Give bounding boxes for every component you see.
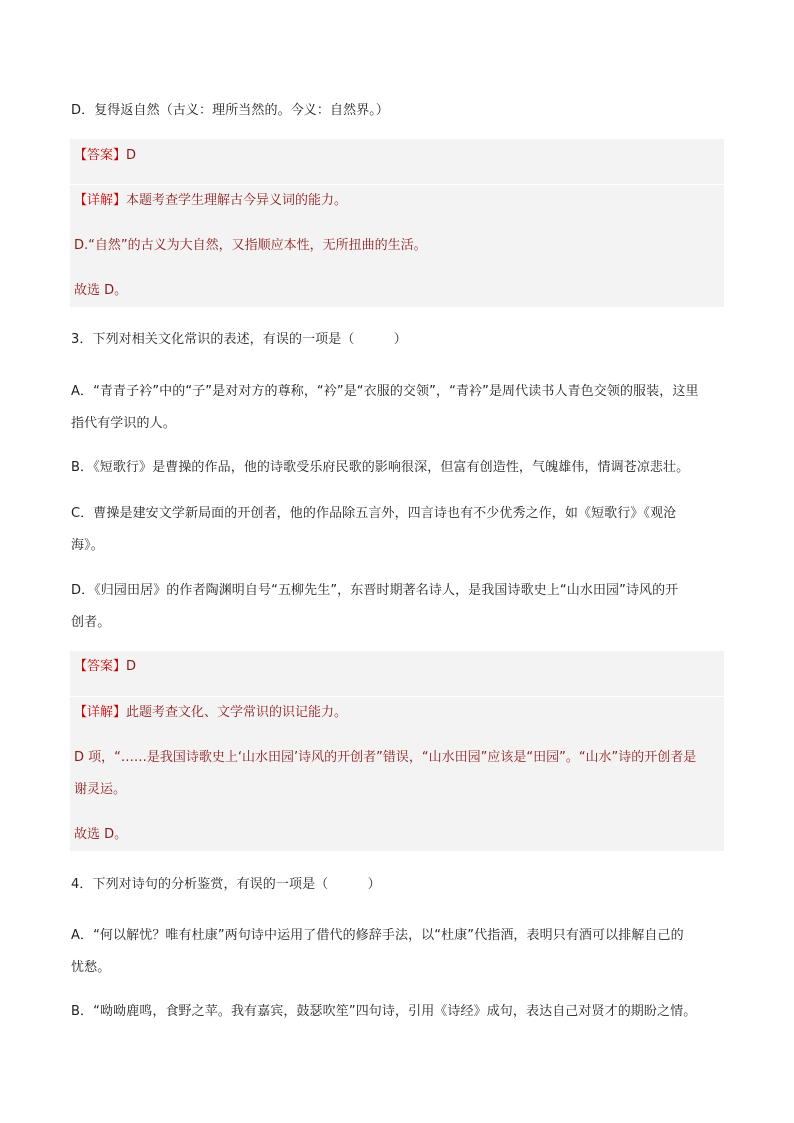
q4-stem: 4．下列对诗句的分析鉴赏，有误的一项是（ ） xyxy=(71,877,381,892)
q3-answer-box xyxy=(70,651,724,851)
q3-explanation-line1: D 项，“……是我国诗歌史上‘山水田园’诗风的开创者”错误，“山水田园”应该是“田园”。“山水”诗的开创者是 xyxy=(74,750,697,765)
q4-option-b: B．“呦呦鹿鸣，食野之苹。我有嘉宾，鼓瑟吹笙”四句诗，引用《诗经》成句，表达自己对贤才的期盼之情。 xyxy=(71,1004,697,1019)
answer-tag: 【答案】 xyxy=(74,659,127,674)
detail-tag: 【详解】 xyxy=(74,705,127,720)
q4-option-a-line2: 忧愁。 xyxy=(71,960,111,975)
q2-answer-line xyxy=(74,140,720,172)
q3-option-b: B．《短歌行》是曹操的作品，他的诗歌受乐府民歌的影响很深，但富有创造性，气魄雄伟，情调苍凉悲壮。 xyxy=(71,460,690,475)
q3-stem: 3．下列对相关文化常识的表述，有误的一项是（ ） xyxy=(71,332,407,347)
q3-option-c-line2: 海》。 xyxy=(71,538,104,553)
q3-explanation xyxy=(74,742,720,806)
q3-option-d xyxy=(71,575,725,639)
q3-option-a xyxy=(71,376,725,440)
detail-text: 本题考查学生理解古今异义词的能力。 xyxy=(126,193,348,208)
q4-option-a xyxy=(71,920,725,984)
q3-option-d-line2: 创者。 xyxy=(71,615,111,630)
q3-answer-line xyxy=(74,651,720,683)
q3-detail-line xyxy=(74,697,720,729)
q2-option-d: D．复得返自然（古义：理所当然的。今义：自然界。） xyxy=(71,103,390,118)
detail-tag: 【详解】 xyxy=(74,193,127,208)
q4-option-a-line1: A．“何以解忧？唯有杜康”两句诗中运用了借代的修辞手法，以“杜康”代指酒，表明只有酒可以排解自己的 xyxy=(71,928,684,943)
q2-answer-box xyxy=(70,139,724,307)
q3-option-c xyxy=(71,498,725,562)
q3-option-a-line1: A．“青青子衿”中的“子”是对对方的尊称，“衿”是“衣服的交领”，“青衿”是周代读书人青色交领的服装，这里 xyxy=(71,384,699,399)
answer-value: D xyxy=(126,659,137,674)
q3-explanation-line2: 谢灵运。 xyxy=(74,782,127,797)
answer-value: D xyxy=(126,148,137,163)
q3-option-c-line1: C．曹操是建安文学新局面的开创者，他的作品除五言外，四言诗也有不少优秀之作，如《短歌行》《观沧 xyxy=(71,506,677,521)
q2-explanation: D.“自然”的古义为大自然，又指顺应本性，无所扭曲的生活。 xyxy=(74,238,427,253)
q2-conclusion: 故选 D。 xyxy=(74,283,128,298)
q2-detail-line xyxy=(74,185,720,217)
answer-tag: 【答案】 xyxy=(74,148,127,163)
q3-option-d-line1: D．《归园田居》的作者陶渊明自号“五柳先生”，东晋时期著名诗人，是我国诗歌史上“山水田园”诗风的开 xyxy=(71,583,679,598)
q3-conclusion: 故选 D。 xyxy=(74,827,128,842)
q3-option-a-line2: 指代有学识的人。 xyxy=(71,416,176,431)
detail-text: 此题考查文化、文学常识的识记能力。 xyxy=(126,705,348,720)
